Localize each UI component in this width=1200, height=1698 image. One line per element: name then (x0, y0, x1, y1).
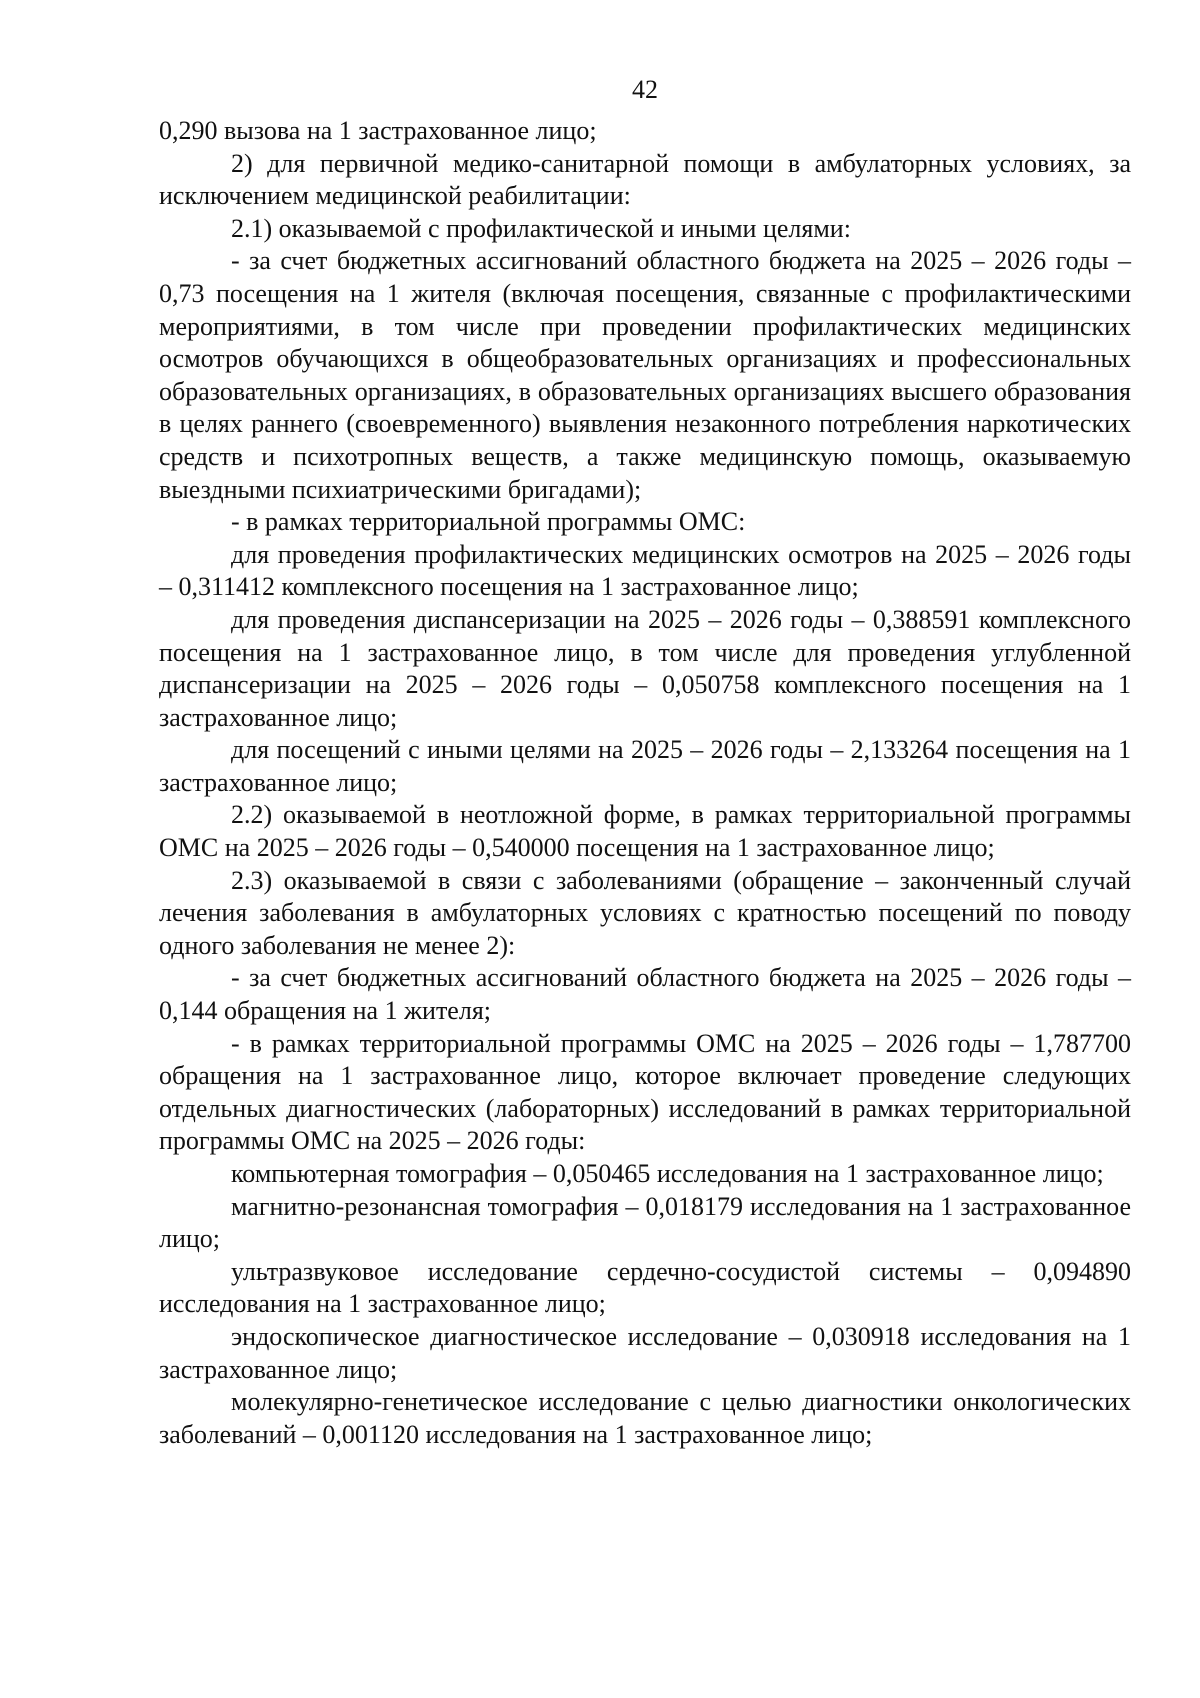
paragraph-disease-care: 2.3) оказываемой в связи с заболеваниями (обращение – законченный случай лечения заболевания в амбулаторных условиях с кратностью посещений по поводу одного заболевания не менее 2): (159, 865, 1131, 960)
paragraph-dispensarization: для проведения диспансеризации на 2025 – 2026 годы – 0,388591 комплексного посещения на 1 застрахованное лицо, в том числе для проведения углубленной диспансеризации на 2025 – 2026 годы – 0,050758 комплексного посещения на 1 застрахованное лицо; (159, 604, 1131, 732)
paragraph-other-visits: для посещений с иными целями на 2025 – 2026 годы – 2,133264 посещения на 1 застрахованное лицо; (159, 735, 1131, 797)
paragraph-preventive-exams: для проведения профилактических медицинских осмотров на 2025 – 2026 годы – 0,311412 комплексного посещения на 1 застрахованное лицо; (159, 539, 1131, 602)
paragraph-urgent-care: 2.2) оказываемой в неотложной форме, в рамках территориальной программы ОМС на 2025 – 2026 годы – 0,540000 посещения на 1 застрахованное лицо; (159, 800, 1131, 863)
paragraph-regional-budget-appeals: - за счет бюджетных ассигнований областного бюджета на 2025 – 2026 годы – 0,144 обращения на 1 жителя; (159, 963, 1131, 1026)
paragraph-calls-rate: 0,290 вызова на 1 застрахованное лицо; (159, 116, 597, 145)
paragraph-ct: компьютерная томография – 0,050465 исследования на 1 застрахованное лицо; (231, 1159, 1104, 1188)
document-body (159, 115, 1131, 1451)
paragraph-preventive-purposes: 2.1) оказываемой с профилактической и иными целями: (231, 213, 851, 243)
paragraph-molecular-genetic: молекулярно-генетическое исследование с целью диагностики онкологических заболеваний – 0,001120 исследования на 1 застрахованное лицо; (159, 1387, 1131, 1449)
paragraph-endoscopy: эндоскопическое диагностическое исследование – 0,030918 исследования на 1 застрахованное лицо; (159, 1321, 1131, 1384)
paragraph-ultrasound: ультразвуковое исследование сердечно-сосудистой системы – 0,094890 исследования на 1 застрахованное лицо; (159, 1256, 1131, 1319)
paragraph-oms-appeals: - в рамках территориальной программы ОМС на 2025 – 2026 годы – 1,787700 обращения на 1 застрахованное лицо, которое включает проведение следующих отдельных диагностических (лабораторных) исследований в рамках территориальной программы ОМС на 2025 – 2026 годы: (159, 1028, 1131, 1156)
paragraph-mri: магнитно-резонансная томография – 0,018179 исследования на 1 застрахованное лицо; (159, 1191, 1131, 1254)
paragraph-regional-budget-visits: - за счет бюджетных ассигнований областного бюджета на 2025 – 2026 годы – 0,73 посещения на 1 жителя (включая посещения, связанные с профилактическими мероприятиями, в том числе при проведении профилактических медицинских осмотров обучающихся в общеобразовательных организациях и профессиональных образовательных организациях, в образовательных организациях высшего образования в целях раннего (своевременного) выявления незаконного потребления наркотических средств и психотропных веществ, а также медицинскую помощь, оказываемую выездными психиатрическими бригадами); (159, 246, 1131, 504)
page-number: 42 (632, 75, 658, 104)
paragraph-oms-program: - в рамках территориальной программы ОМС: (231, 507, 746, 537)
paragraph-primary-care: 2) для первичной медико-санитарной помощи в амбулаторных условиях, за исключением медицинской реабилитации: (159, 148, 1131, 211)
